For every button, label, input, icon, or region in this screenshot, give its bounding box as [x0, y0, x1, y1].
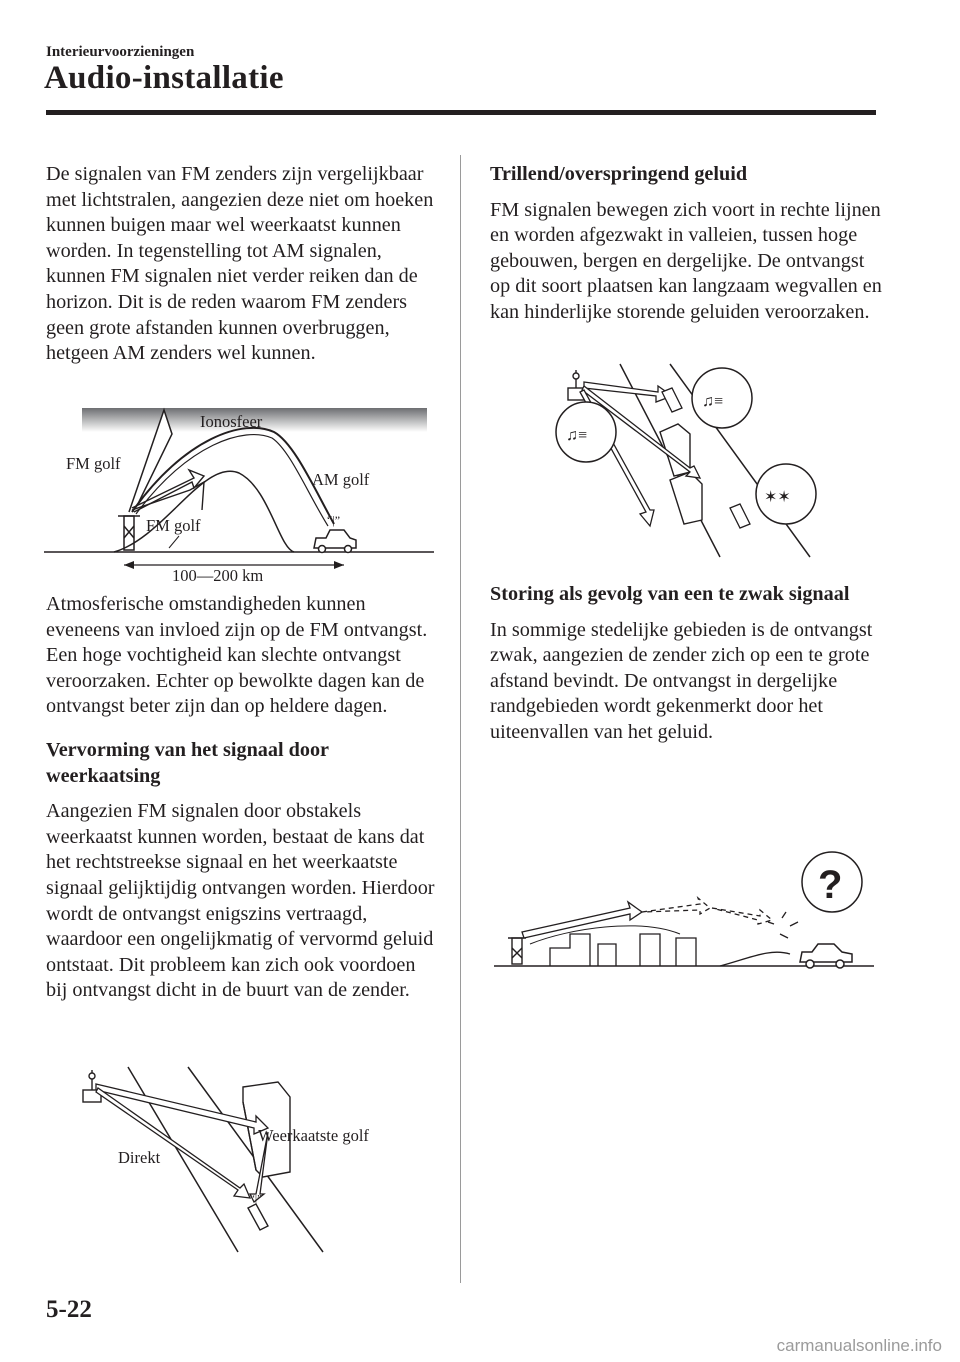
- label-am-wave: AM golf: [312, 470, 370, 489]
- label-ionosphere: Ionosfeer: [200, 412, 263, 431]
- question-mark: ?: [818, 863, 843, 907]
- svg-text:♫≡: ♫≡: [702, 393, 724, 410]
- right-column-bottom: [490, 582, 885, 746]
- label-distance: 100—200 km: [172, 566, 264, 585]
- svg-text:✶✶: ✶✶: [764, 489, 791, 506]
- skyline-outline: [550, 934, 790, 966]
- heading-flutter: Trillend/overspringend geluid: [490, 163, 748, 185]
- signal-arrow-solid: [522, 902, 642, 938]
- car-icon: [800, 944, 852, 968]
- paragraph-atmospheric: Atmosferische omstandigheden kunnen eveneens van invloed zijn op de FM ontvangst. Een hoge vochtigheid kan slechte ontvangst veroorzaken. Echter op bewolkte dagen kan de ontvangst beter zijn dan op heldere dagen.: [46, 593, 428, 718]
- signal-arrow-dashed: [712, 908, 772, 924]
- label-fm-wave-bottom: FM golf: [146, 516, 201, 535]
- section-label: Interieurvoorzieningen: [46, 44, 195, 60]
- paragraph-reflection: Aangezien FM signalen door obstakels weerkaatst kunnen worden, bestaat de kans dat het rechtstreekse signaal en het weerkaatste signaal gelijktijdig ontvangen worden. Hierdoor wordt de ontvangst enigszins vertraagd, waardoor een ongelijkmatig of vervormd geluid ontstaat. Dit probleem kan zich ook voordoen bij ontvangst dicht in de buurt van de zender.: [46, 800, 435, 1002]
- car-icon: [248, 1204, 268, 1230]
- page-number: 5-22: [46, 1296, 92, 1323]
- left-column-middle: [46, 592, 441, 1004]
- heading-reflection: Vervorming van het signaal door weerkaatsing: [46, 738, 329, 787]
- paragraph-weak-signal: In sommige stedelijke gebieden is de ontvangst zwak, aangezien de zender zich op een te grote afstand bevindt. De ontvangst in dergelijke randgebieden wordt gekenmerkt door het uiteenvallen van het geluid.: [490, 618, 873, 743]
- paragraph-flutter: FM signalen bewegen zich voort in rechte lijnen en worden afgezwakt in valleien, tussen hoge gebouwen, bergen en dergelijke. De ontvangst op dit soort plaatsen kan langzaam wegvallen en kan hinderlijke storende geluiden veroorzaken.: [490, 198, 882, 323]
- label-reflected-wave: Weerkaatste golf: [258, 1126, 369, 1145]
- paragraph-fm-light: De signalen van FM zenders zijn vergelijkbaar met lichtstralen, aangezien deze niet om hoeken kunnen buigen maar wel weerkaatst kunnen worden. In tegenstelling tot AM signalen, kunnen FM signalen niet verder reiken dan de horizon. Dit is de reden waarom FM zenders geen grote afstanden kunnen overbruggen, hetgeen AM zenders wel kunnen.: [46, 163, 434, 365]
- column-divider: [460, 155, 461, 1283]
- label-fm-wave-top: FM golf: [66, 454, 121, 473]
- car-icon: [314, 530, 356, 553]
- watermark: carmanualsonline.info: [776, 1336, 942, 1355]
- right-column-top: [490, 162, 885, 326]
- radio-tower-icon: [508, 938, 526, 964]
- svg-text:“|”: “|”: [250, 1193, 262, 1205]
- label-direct: Direkt: [118, 1148, 161, 1167]
- flutter-diagram: [550, 362, 840, 560]
- spark-icon: [768, 912, 798, 938]
- signal-tick-icon: “|”: [327, 513, 341, 527]
- svg-text:♫≡: ♫≡: [566, 427, 588, 444]
- weak-signal-diagram: [490, 848, 880, 972]
- radio-tower-icon: [118, 516, 140, 550]
- header-rule: [46, 110, 876, 115]
- left-column-top: [46, 162, 441, 367]
- signal-arrow-dashed: [642, 898, 710, 914]
- heading-weak-signal: Storing als gevolg van een te zwak signaal: [490, 583, 850, 605]
- page-title: Audio-installatie: [44, 60, 284, 96]
